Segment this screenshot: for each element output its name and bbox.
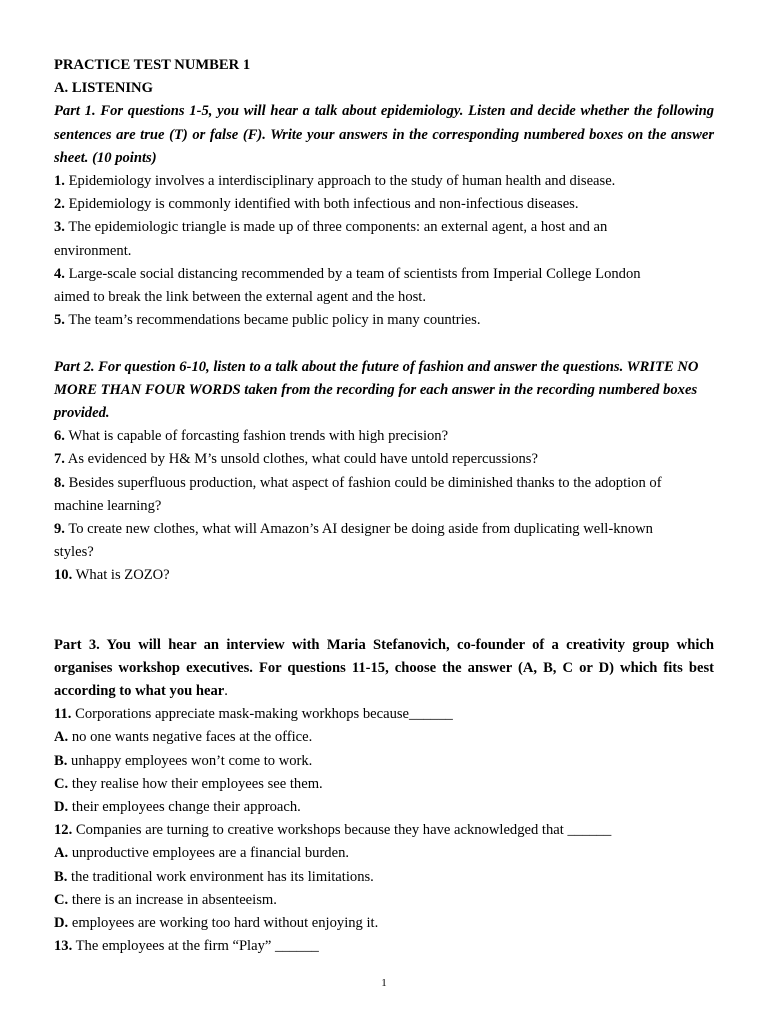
question-13: 13. The employees at the firm “Play” ______ [54, 938, 319, 955]
part3-instructions: Part 3. You will hear an interview with Maria Stefanovich, co-founder of a creativity group which organises workshop executives. For questions 11-15, choose the answer (A, B, C or D) which fits best according to what you hear. [54, 636, 714, 700]
question-12-option-b: B. the traditional work environment has its limitations. [54, 868, 374, 885]
question-4: 4. Large-scale social distancing recommended by a team of scientists from Imperial College London aimed to break the link between the external agent and the host. [54, 265, 641, 306]
section-heading: A. LISTENING [54, 80, 153, 97]
test-title: PRACTICE TEST NUMBER 1 [54, 57, 251, 73]
question-11-option-d: D. their employees change their approach. [54, 799, 301, 816]
part1-instructions: Part 1. For questions 1-5, you will hear a talk about epidemiology. Listen and decide whether the following sentences are true (T) or false (F). Write your answers in the corresponding numbered boxes on the answer sheet. (10 points) [54, 103, 714, 166]
question-2: 2. Epidemiology is commonly identified with both infectious and non-infectious diseases. [54, 196, 579, 213]
question-1: 1. Epidemiology involves a interdisciplinary approach to the study of human health and disease. [54, 173, 616, 190]
page-number: 1 [381, 977, 387, 989]
question-11-option-a: A. no one wants negative faces at the office. [54, 729, 313, 746]
part2-instructions: Part 2. For question 6-10, listen to a talk about the future of fashion and answer the questions. WRITE NO MORE THAN FOUR WORDS taken from the recording for each answer in the recording numbered boxes provided. [54, 358, 699, 422]
question-12-option-c: C. there is an increase in absenteeism. [54, 891, 277, 908]
question-11-option-b: B. unhappy employees won’t come to work. [54, 752, 313, 769]
question-11-option-c: C. they realise how their employees see them. [54, 775, 323, 792]
question-5: 5. The team’s recommendations became public policy in many countries. [54, 312, 481, 329]
question-11: 11. Corporations appreciate mask-making workhops because______ [54, 706, 453, 723]
question-12-option-a: A. unproductive employees are a financial burden. [54, 845, 350, 862]
question-10: 10. What is ZOZO? [54, 567, 170, 584]
question-6: 6. What is capable of forcasting fashion trends with high precision? [54, 428, 449, 445]
question-12: 12. Companies are turning to creative workshops because they have acknowledged that ______ [54, 822, 612, 839]
question-3: 3. The epidemiologic triangle is made up of three components: an external agent, a host and an environment. [54, 219, 608, 259]
document-page [54, 54, 714, 959]
question-9: 9. To create new clothes, what will Amazon’s AI designer be doing aside from duplicating well-known styles? [54, 521, 653, 561]
question-7: 7. As evidenced by H& M’s unsold clothes, what could have untold repercussions? [54, 451, 538, 468]
question-12-option-d: D. employees are working too hard without enjoying it. [54, 915, 379, 932]
question-8: 8. Besides superfluous production, what aspect of fashion could be diminished thanks to the adoption of machine learning? [54, 474, 662, 514]
